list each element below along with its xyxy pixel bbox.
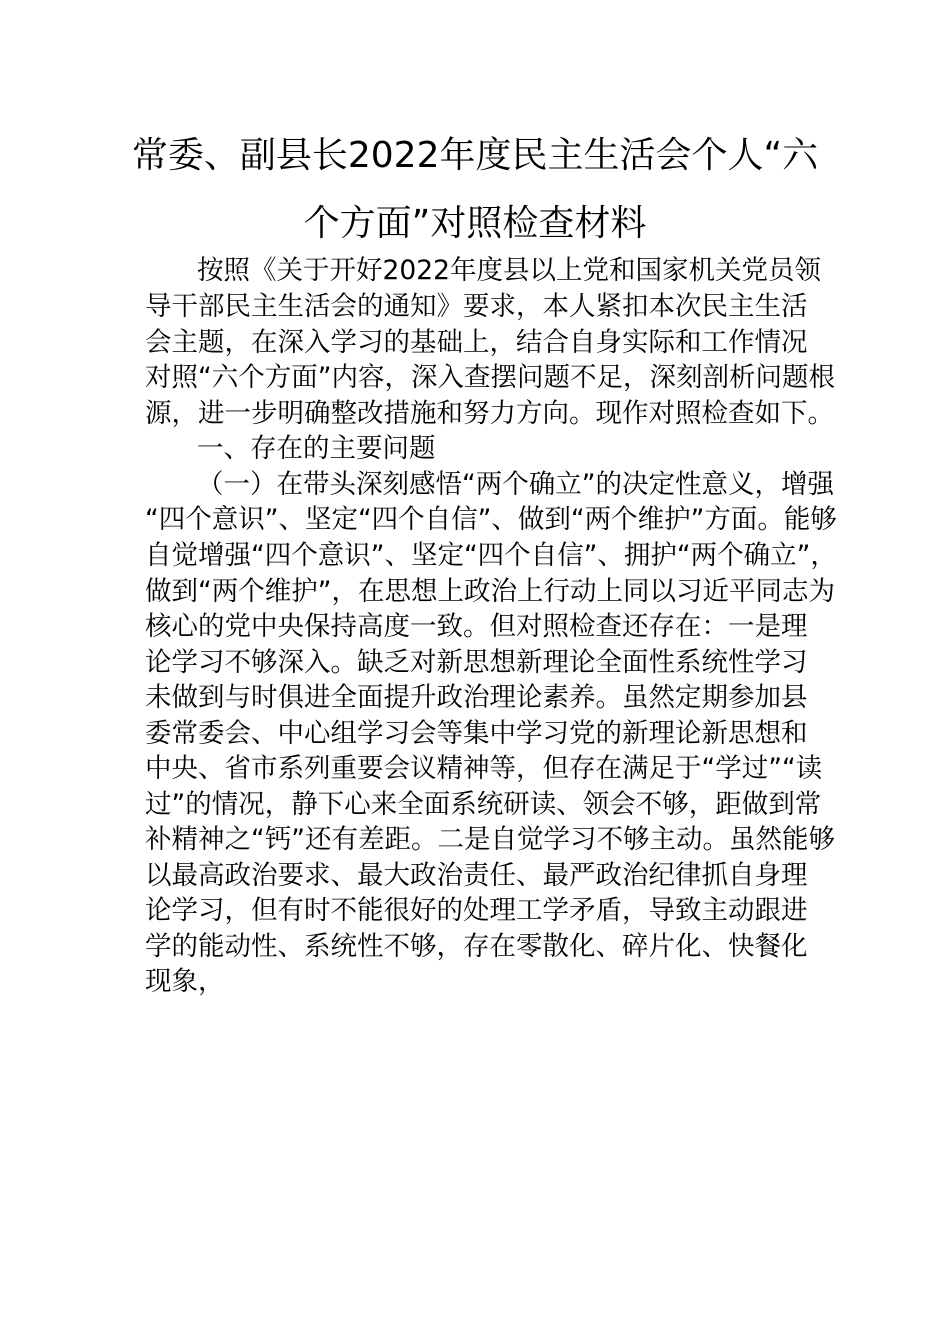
paragraph-line: （一）在带头深刻感悟“两个确立”的决定性意义，增强	[197, 469, 834, 500]
paragraph-line: 未做到与时俱进全面提升政治理论素养。虽然定期参加县	[145, 682, 808, 713]
paragraph-line: 自觉增强“四个意识”、坚定“四个自信”、拥护“两个确立”，	[145, 540, 837, 571]
paragraph-line: 论学习，但有时不能很好的处理工学矛盾，导致主动跟进	[145, 895, 808, 926]
paragraph-line: 源，进一步明确整改措施和努力方向。现作对照检查如下。	[145, 398, 834, 429]
paragraph-line: 按照《关于开好2022年度县以上党和国家机关党员领	[197, 255, 821, 286]
paragraph-line: 过”的情况，静下心来全面系统研读、领会不够，距做到常	[145, 789, 822, 820]
document-title-line-2: 个方面”对照检查材料	[303, 203, 647, 244]
paragraph-line: 现象，	[145, 966, 225, 997]
paragraph-line: 做到“两个维护”，在思想上政治上行动上同以习近平同志为	[145, 576, 835, 607]
paragraph-line: 会主题，在深入学习的基础上，结合自身实际和工作情况	[145, 327, 808, 358]
paragraph-line: 学的能动性、系统性不够，存在零散化、碎片化、快餐化	[145, 931, 808, 962]
paragraph-line: 论学习不够深入。缺乏对新思想新理论全面性系统性学习	[145, 647, 808, 678]
paragraph-line: 中央、省市系列重要会议精神等，但存在满足于“学过”“读	[145, 753, 823, 784]
document-title-line-1: 常委、副县长2022年度民主生活会个人“六	[131, 135, 819, 176]
paragraph-line: “四个意识”、坚定“四个自信”、做到“两个维护”方面。能够	[145, 504, 837, 535]
paragraph-line: 以最高政治要求、最大政治责任、最严政治纪律抓自身理	[145, 860, 808, 891]
paragraph-line: 对照“六个方面”内容，深入查摆问题不足，深刻剖析问题根	[145, 362, 835, 393]
paragraph-line: 委常委会、中心组学习会等集中学习党的新理论新思想和	[145, 718, 808, 749]
paragraph-line: 核心的党中央保持高度一致。但对照检查还存在：一是理	[145, 611, 808, 642]
paragraph-line: 导干部民主生活会的通知》要求，本人紧扣本次民主生活	[145, 291, 808, 322]
section-heading: 一、存在的主要问题	[197, 433, 436, 464]
paragraph-line: 补精神之“钙”还有差距。二是自觉学习不够主动。虽然能够	[145, 824, 835, 855]
